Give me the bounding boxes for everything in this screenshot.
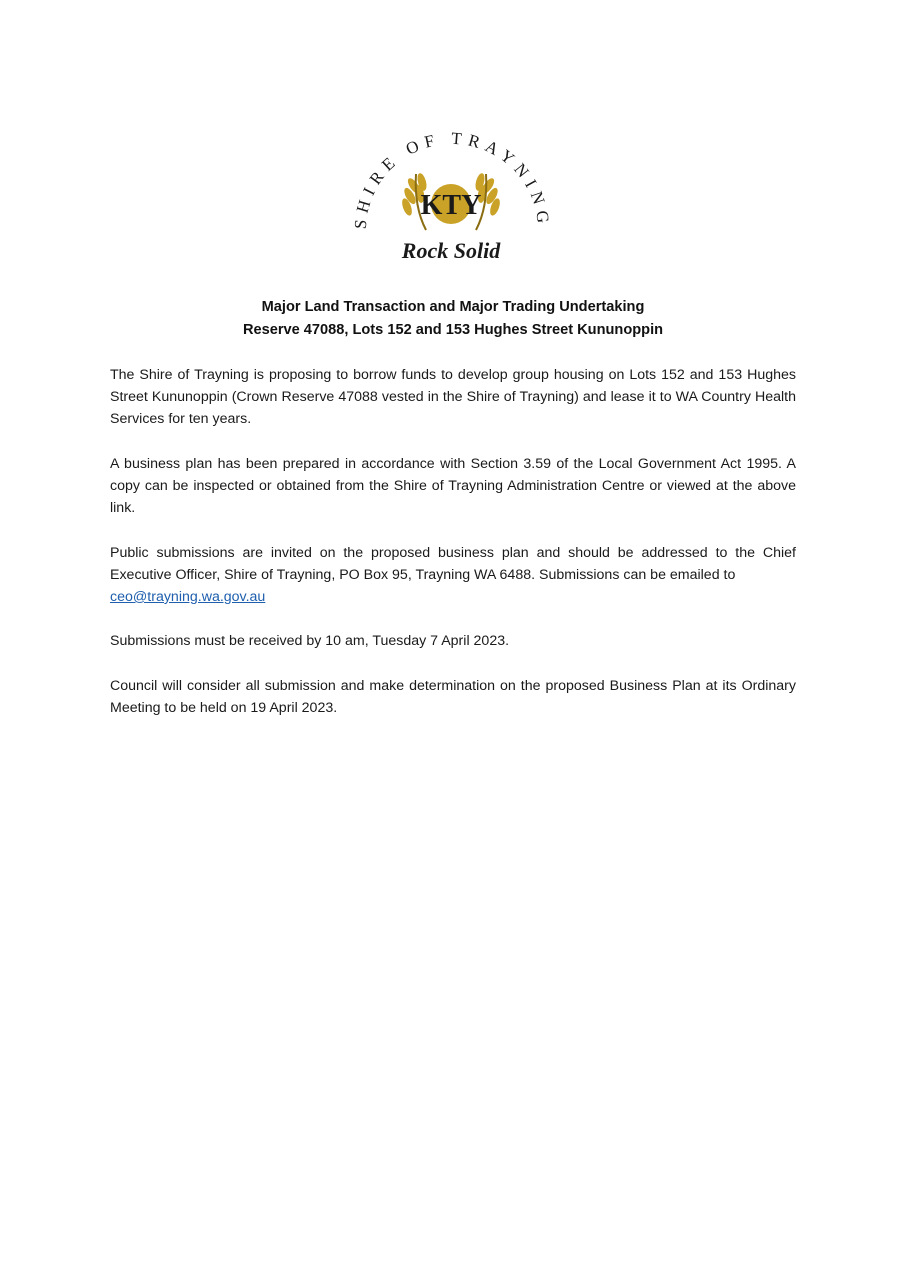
- paragraph-submissions: [110, 542, 796, 609]
- logo-arc-text: SHIRE OF TRAYNING: [350, 128, 554, 230]
- notice-heading: [110, 296, 796, 342]
- heading-line-1: Major Land Transaction and Major Trading Undertaking: [261, 299, 645, 315]
- logo-monogram: KTY: [420, 190, 482, 221]
- paragraph-deadline: Submissions must be received by 10 am, Tuesday 7 April 2023.: [110, 633, 510, 650]
- paragraph-council-meeting: Council will consider all submission and make determination on the proposed Business Plan at its Ordinary Meeting to be held on 19 April 2023.: [110, 677, 796, 716]
- logo-tagline: Rock Solid: [401, 238, 501, 263]
- submissions-text: Public submissions are invited on the proposed business plan and should be addressed to the Chief Executive Officer, Shire of Trayning, PO Box 95, Trayning WA 6488. Submissions can be emailed to: [110, 544, 796, 583]
- shire-logo: [344, 112, 558, 280]
- paragraph-business-plan: A business plan has been prepared in accordance with Section 3.59 of the Local Government Act 1995. A copy can be inspected or obtained from the Shire of Trayning Administration Centre or viewed at the above link.: [110, 455, 796, 517]
- heading-line-2: Reserve 47088, Lots 152 and 153 Hughes Street Kununoppin: [242, 322, 664, 338]
- email-link[interactable]: ceo@trayning.wa.gov.au: [110, 589, 266, 605]
- paragraph-proposal: The Shire of Trayning is proposing to borrow funds to develop group housing on Lots 152 and 153 Hughes Street Kununoppin (Crown Reserve 47088 vested in the Shire of Trayning) and lease it to WA Country Health Services for ten years.: [110, 367, 796, 428]
- notice-body: [110, 364, 796, 719]
